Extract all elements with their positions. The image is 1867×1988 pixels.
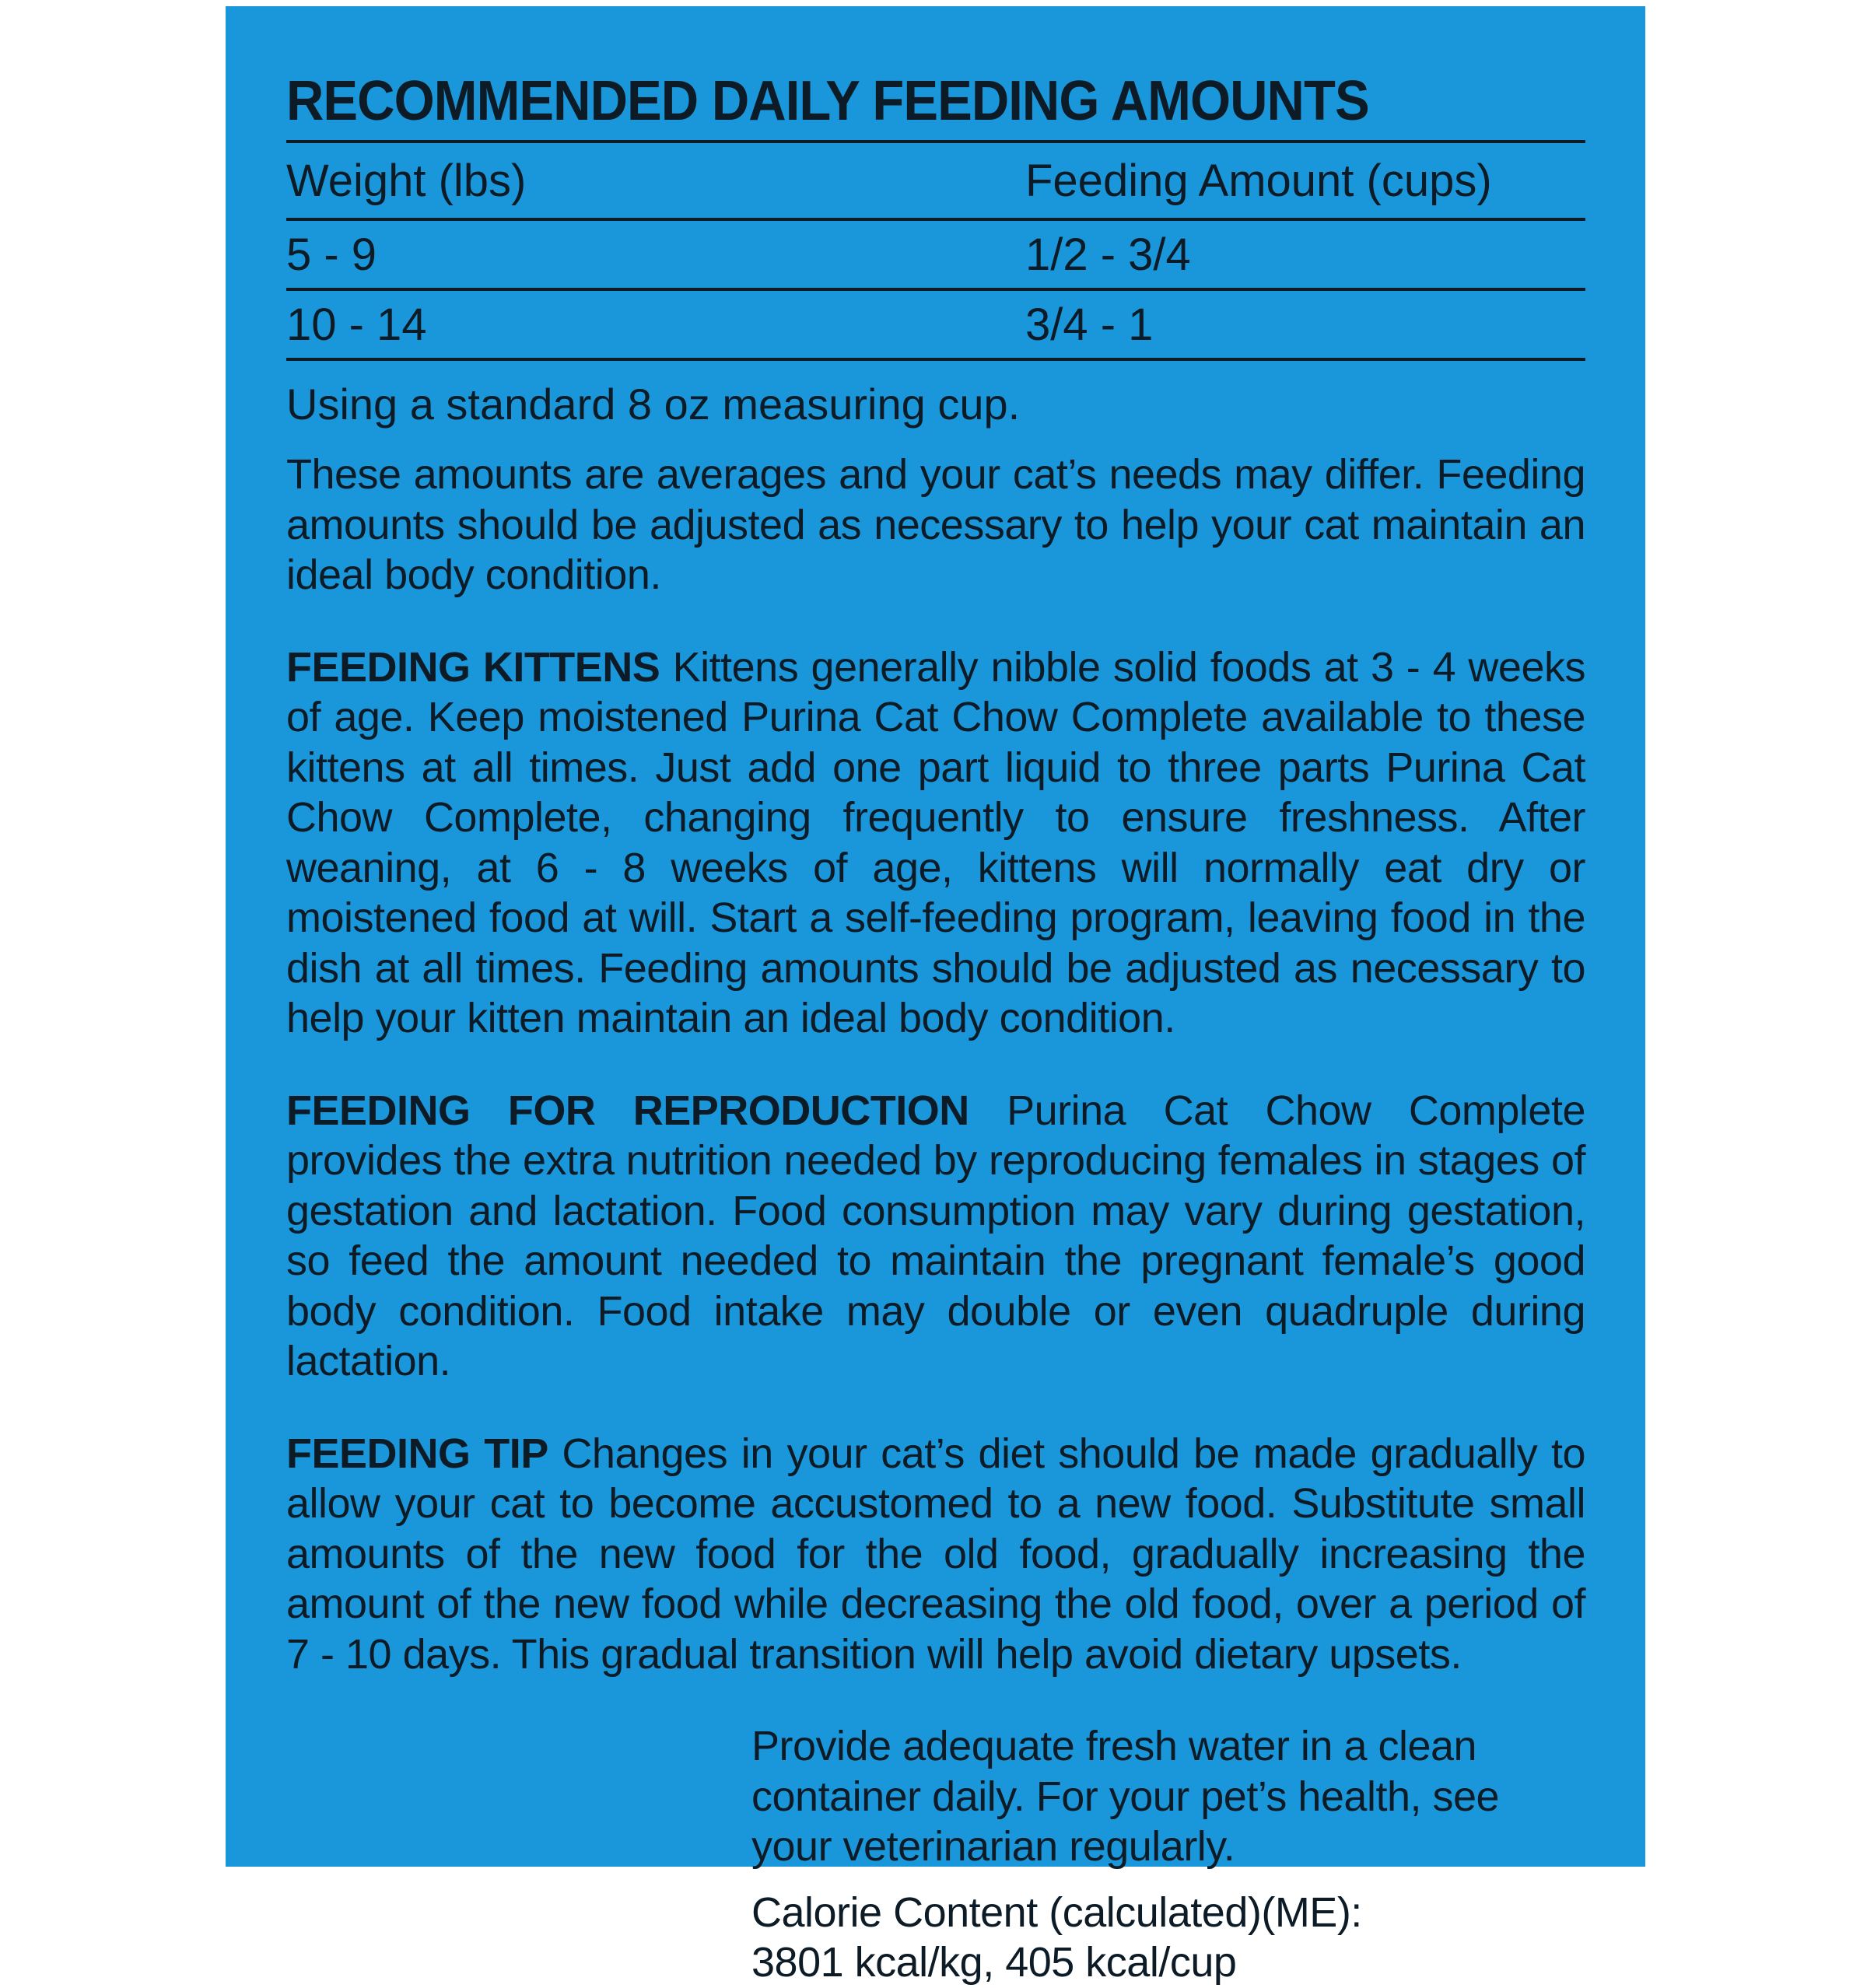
feeding-table [286,143,1585,361]
weight-column-header: Weight (lbs) [286,155,527,206]
feeding-reproduction-text: Purina Cat Chow Complete provides the extra nutrition needed by reproducing females in stages of gestation and lactation. Food consumption may vary during gestation, so feed the amount needed to maintain the pregnant female’s good body condition. Food intake may double or even quadruple during lactation. [286,1087,1585,1384]
feeding-tip-paragraph [286,1429,1585,1680]
feeding-reproduction-heading: FEEDING FOR REPRODUCTION [286,1087,969,1134]
feeding-kittens-text: Kittens generally nibble solid foods at 3 - 4 weeks of age. Keep moistened Purina Cat Chow Complete available to these kittens at all times. Just add one part liquid to three parts Purina Cat Chow Complete, changing frequently to ensure freshness. After weaning, at 6 - 8 weeks of age, kittens will normally eat dry or moistened food at will. Start a self-feeding program, leaving food in the dish at all times. Feeding amounts should be adjusted as necessary to help your kitten maintain an ideal body condition. [286,643,1585,1041]
calorie-value: 3801 kcal/kg, 405 kcal/cup [751,1939,1237,1986]
amount-cell: 1/2 - 3/4 [1025,229,1191,280]
calorie-content [751,1888,1585,1988]
weight-cell: 10 - 14 [286,299,427,350]
amount-column-header: Feeding Amount (cups) [1025,155,1492,206]
feeding-tip-text: Changes in your cat’s diet should be made gradually to allow your cat to become accustomed to a new food. Substitute small amounts of the new food for the old food, gradually increasing the amount of the new food while decreasing the old food, over a period of 7 - 10 days. This gradual transition will help avoid dietary upsets. [286,1430,1586,1678]
feeding-reproduction-paragraph [286,1086,1585,1387]
table-header-row [286,143,1585,218]
divider [286,358,1585,361]
feeding-tip-heading: FEEDING TIP [286,1430,548,1477]
page-title: RECOMMENDED DAILY FEEDING AMOUNTS [286,70,1369,132]
table-row [286,291,1585,358]
feeding-guide-content [286,62,1585,1988]
feeding-kittens-heading: FEEDING KITTENS [286,643,660,691]
feeding-kittens-paragraph [286,642,1585,1044]
water-note: Provide adequate fresh water in a clean container daily. For your pet’s health, see your veterinarian regularly. [751,1723,1500,1870]
averages-paragraph: These amounts are averages and your cat’s needs may differ. Feeding amounts should be adjusted as necessary to help your cat maintain an ideal body condition. [286,451,1585,598]
amount-cell: 3/4 - 1 [1025,299,1154,350]
calorie-label: Calorie Content (calculated)(ME): [751,1888,1362,1936]
feeding-guide-panel [226,6,1645,1986]
weight-cell: 5 - 9 [286,229,377,280]
measuring-cup-note: Using a standard 8 oz measuring cup. [286,380,1021,429]
water-calorie-block [751,1721,1585,1988]
table-row [286,221,1585,288]
